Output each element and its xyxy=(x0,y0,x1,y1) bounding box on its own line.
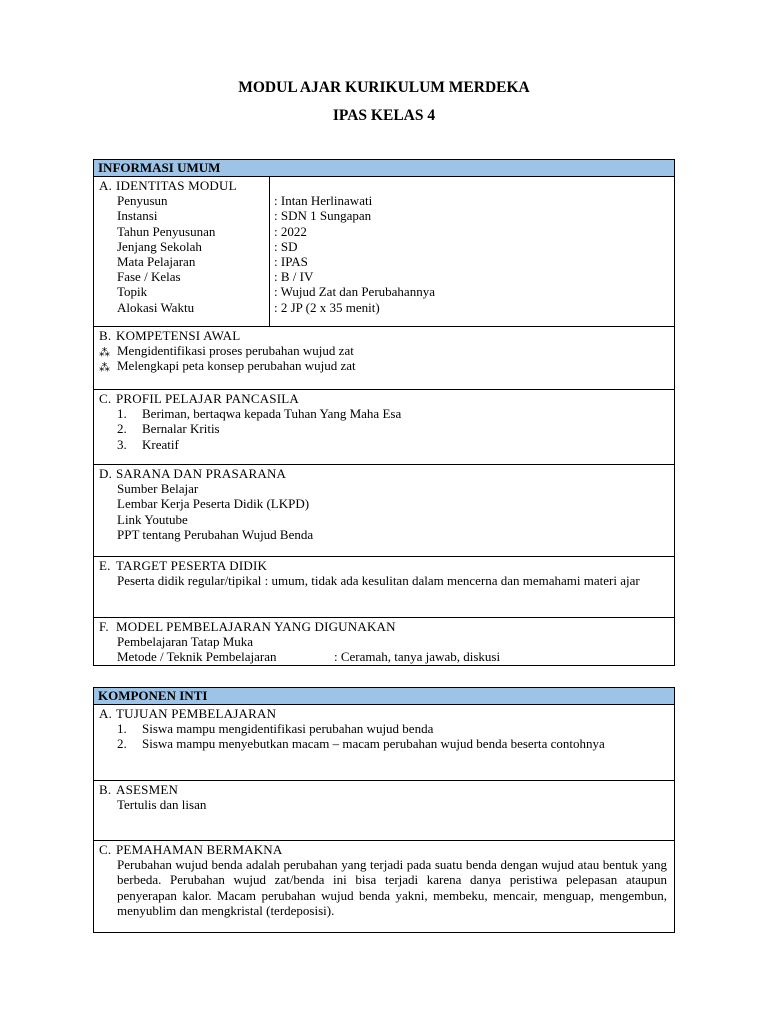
list-item-text: Siswa mampu mengidentifikasi perubahan wujud benda xyxy=(142,721,434,737)
identity-value: : B / IV xyxy=(274,269,314,285)
identity-row xyxy=(94,239,674,254)
section-profil-pelajar xyxy=(94,390,674,465)
section-heading xyxy=(94,782,674,797)
asterism-bullet-icon: ⁂ xyxy=(99,362,110,375)
list-item-text: Melengkapi peta konsep perubahan wujud zat xyxy=(117,358,356,374)
identity-row xyxy=(94,224,674,239)
paragraph-text: Perubahan wujud benda adalah perubahan yang terjadi pada suatu benda dengan wujud atau bentuk yang berbeda. Perubahan wujud zat/benda ini bisa terjadi karena danya peristiwa pelepasan ataupun penyerapan kalor. Macam perubahan wujud benda yakni, membeku, mencair, menguap, mengembun, menyublim dan mengkristal (terdeposisi). xyxy=(117,857,667,918)
list-item-text: Kreatif xyxy=(142,436,179,452)
section-heading xyxy=(94,466,674,481)
section-kompetensi-awal xyxy=(94,327,674,390)
section-letter: E. xyxy=(99,558,111,573)
list-item: Sumber Belajar xyxy=(117,481,199,497)
identity-row xyxy=(94,208,674,223)
identity-row xyxy=(94,193,674,208)
section-heading xyxy=(94,558,674,573)
identity-key: Mata Pelajaran xyxy=(117,253,196,269)
informasi-umum-table xyxy=(93,159,675,666)
identity-key: Topik xyxy=(117,284,148,300)
section-asesmen xyxy=(94,781,674,841)
column-divider xyxy=(269,177,270,326)
section-title: SARANA DAN PRASARANA xyxy=(116,466,287,481)
document-title: MODUL AJAR KURIKULUM MERDEKA xyxy=(238,79,530,96)
section-heading xyxy=(94,178,674,193)
list-item xyxy=(94,649,674,664)
list-item-text: Beriman, bertaqwa kepada Tuhan Yang Maha Esa xyxy=(142,406,402,422)
list-item-text: Bernalar Kritis xyxy=(142,421,220,437)
asterism-bullet-icon: ⁂ xyxy=(99,347,110,360)
identity-value: : SD xyxy=(274,238,298,254)
list-item: Link Youtube xyxy=(117,511,188,527)
identity-value: : IPAS xyxy=(274,253,308,269)
section-letter: B. xyxy=(99,328,112,343)
list-number: 3. xyxy=(117,436,127,452)
komponen-inti-header: KOMPONEN INTI xyxy=(94,688,674,705)
identity-row xyxy=(94,300,674,315)
list-item: Pembelajaran Tatap Muka xyxy=(117,634,254,650)
list-item-text: Mengidentifikasi proses perubahan wujud zat xyxy=(117,343,354,359)
section-heading xyxy=(94,328,674,343)
list-item xyxy=(94,437,674,452)
list-item xyxy=(94,736,674,751)
identity-key: Penyusun xyxy=(117,193,168,209)
list-item xyxy=(94,358,674,373)
section-pemahaman-bermakna xyxy=(94,841,674,932)
section-heading xyxy=(94,842,674,857)
section-letter: D. xyxy=(99,466,113,481)
section-letter: F. xyxy=(99,619,109,634)
list-number: 2. xyxy=(117,421,127,437)
section-title: TUJUAN PEMBELAJARAN xyxy=(116,706,277,721)
section-target-peserta xyxy=(94,557,674,618)
informasi-umum-header: INFORMASI UMUM xyxy=(94,160,674,177)
identity-row xyxy=(94,284,674,299)
section-title: ASESMEN xyxy=(116,782,179,797)
section-letter: A. xyxy=(99,706,113,721)
list-item: Lembar Kerja Peserta Didik (LKPD) xyxy=(117,496,310,512)
identity-key: Alokasi Waktu xyxy=(117,299,195,315)
list-item: PPT tentang Perubahan Wujud Benda xyxy=(117,526,314,542)
section-letter: C. xyxy=(99,842,112,857)
identity-value: : Wujud Zat dan Perubahannya xyxy=(274,284,435,300)
identity-row xyxy=(94,269,674,284)
method-value: : Ceramah, tanya jawab, diskusi xyxy=(334,649,501,665)
section-heading xyxy=(94,706,674,721)
list-item-text: Siswa mampu menyebutkan macam – macam perubahan wujud benda beserta contohnya xyxy=(142,736,605,752)
identity-value: : 2 JP (2 x 35 menit) xyxy=(274,299,380,315)
section-letter: C. xyxy=(99,391,112,406)
method-key: Metode / Teknik Pembelajaran xyxy=(117,649,277,665)
list-item xyxy=(94,421,674,436)
list-number: 1. xyxy=(117,406,127,422)
section-letter: B. xyxy=(99,782,112,797)
section-title: PEMAHAMAN BERMAKNA xyxy=(116,842,283,857)
section-title: MODEL PEMBELAJARAN YANG DIGUNAKAN xyxy=(116,619,396,634)
section-heading xyxy=(94,619,674,634)
list-item xyxy=(94,406,674,421)
identity-key: Jenjang Sekolah xyxy=(117,238,202,254)
identity-key: Tahun Penyusunan xyxy=(117,223,216,239)
identity-key: Instansi xyxy=(117,208,158,224)
document-subtitle: IPAS KELAS 4 xyxy=(332,107,436,124)
section-sarana-prasarana xyxy=(94,465,674,557)
section-letter: A. xyxy=(99,178,113,193)
list-number: 1. xyxy=(117,721,127,737)
identity-value: : SDN 1 Sungapan xyxy=(274,208,372,224)
paragraph-text: Tertulis dan lisan xyxy=(117,797,207,813)
section-title: PROFIL PELAJAR PANCASILA xyxy=(116,391,299,406)
list-number: 2. xyxy=(117,736,127,752)
section-model-pembelajaran xyxy=(94,618,674,665)
identity-value: : 2022 xyxy=(274,223,307,239)
identity-key: Fase / Kelas xyxy=(117,269,181,285)
section-title: IDENTITAS MODUL xyxy=(116,178,237,193)
section-title: TARGET PESERTA DIDIK xyxy=(116,558,268,573)
section-title: KOMPETENSI AWAL xyxy=(116,328,241,343)
identity-value: : Intan Herlinawati xyxy=(274,193,373,209)
komponen-inti-table xyxy=(93,687,675,933)
identity-row xyxy=(94,254,674,269)
list-item xyxy=(94,343,674,358)
section-tujuan-pembelajaran xyxy=(94,705,674,781)
section-identitas-modul xyxy=(94,177,674,327)
paragraph-text: Peserta didik regular/tipikal : umum, tidak ada kesulitan dalam mencerna dan memahami materi ajar xyxy=(117,573,640,589)
list-item xyxy=(94,721,674,736)
section-heading xyxy=(94,391,674,406)
